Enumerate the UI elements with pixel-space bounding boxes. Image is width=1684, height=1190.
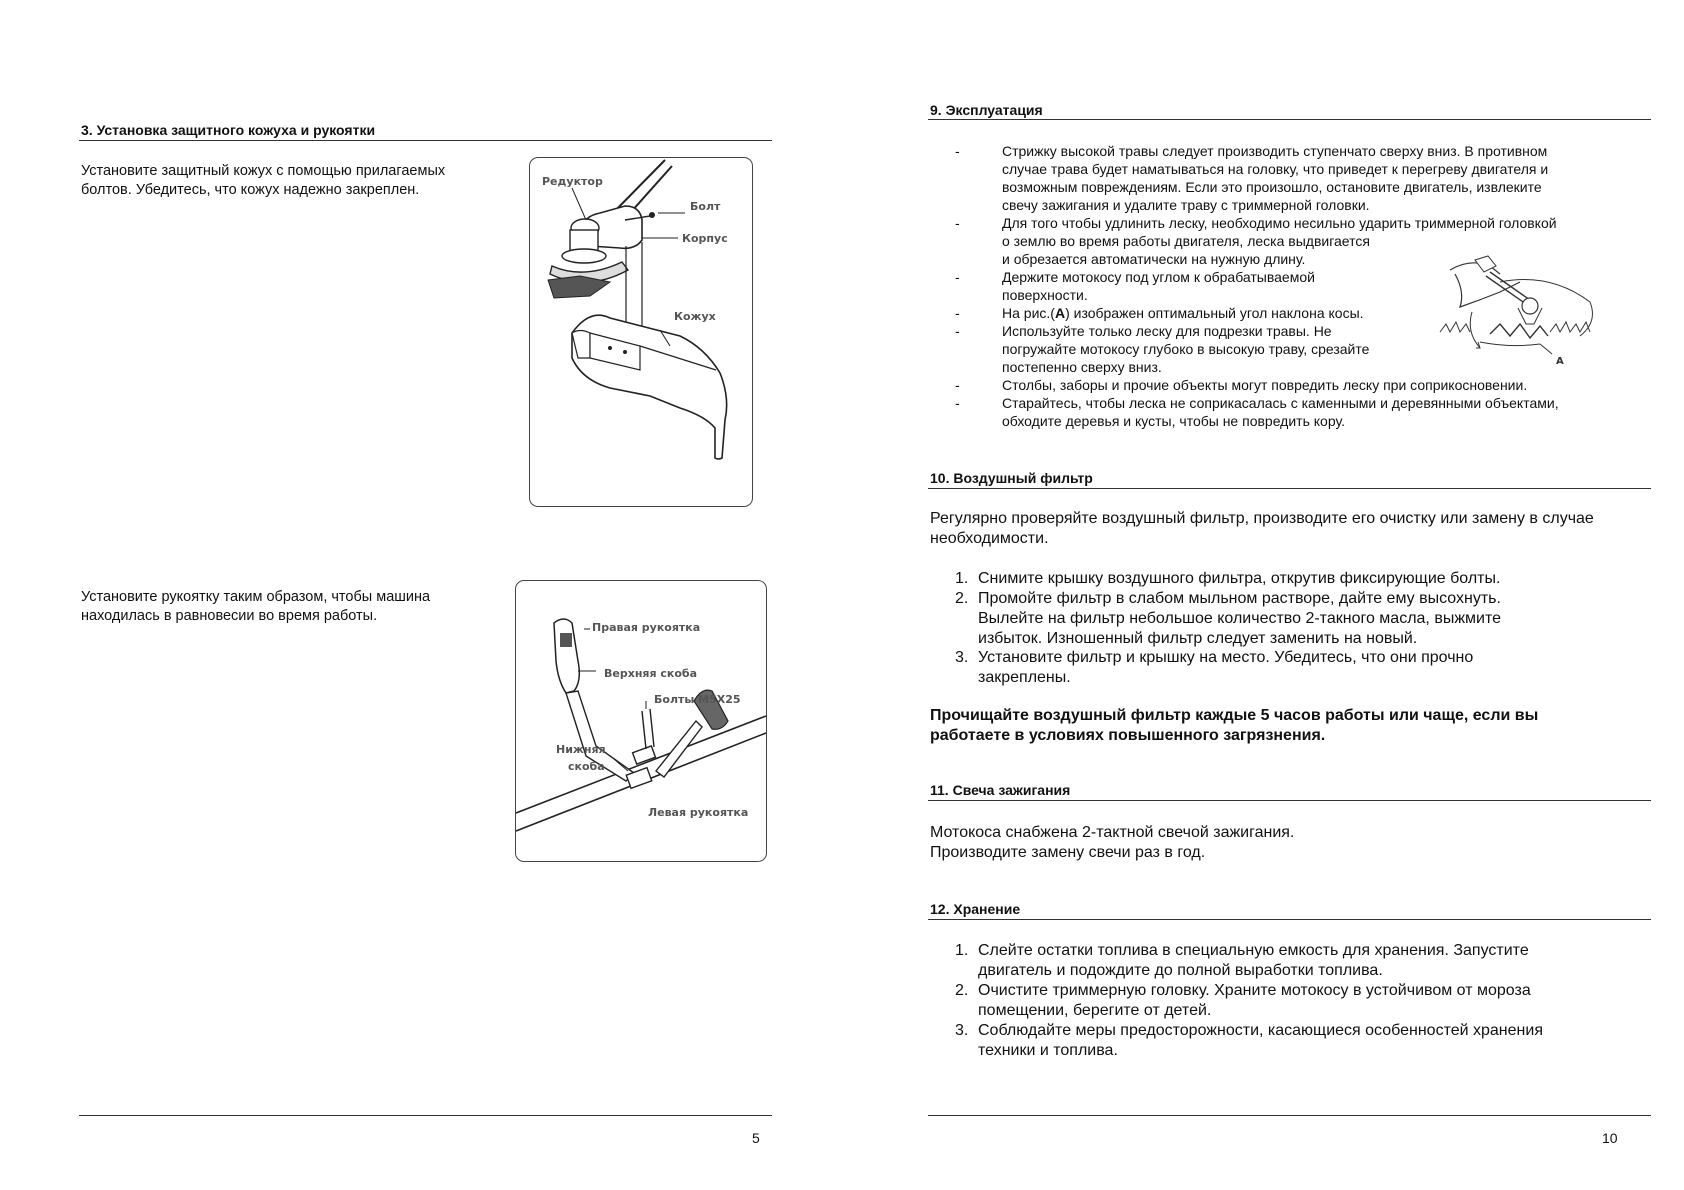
bullet2-line1: Для того чтобы удлинить леску, необходимо несильно ударить триммерной головкой [1002,215,1557,231]
label-lower-2: скоба [568,760,605,773]
section11-rule [928,800,1651,801]
bullet-dash: - [955,323,960,339]
bullet1-line4: свечу зажигания и удалите траву с триммерной головки. [1002,197,1370,213]
label-housing: Корпус [682,232,728,245]
section12-rule [928,919,1651,920]
bullet7-line2: обходите деревья и кусты, чтобы не повредить кору. [1002,413,1345,429]
section3-para1: Установите защитный кожух с помощью прилагаемых болтов. Убедитесь, что кожух надежно закреплен. [81,163,446,198]
bullet1-line1: Стрижку высокой травы следует производить ступенчато сверху вниз. В противном [1002,143,1548,159]
handle-assembly-figure [515,580,767,862]
bullet3-line1: Держите мотокосу под углом к обрабатываемой [1002,269,1315,285]
bullet1-line3: возможным повреждениям. Если это произошло, остановите двигатель, извлеките [1002,179,1542,195]
label-bolts: Болты M5X25 [654,693,741,706]
figure-label-a: A [1556,356,1564,367]
step-number: 2. [955,982,969,999]
label-right-handle: Правая рукоятка [592,621,701,634]
section9-title: 9. Эксплуатация [930,102,1043,118]
step-line: двигатель и подождите до полной выработки топлива. [978,962,1383,979]
bullet3-line2: поверхности. [1002,287,1088,303]
label-reducer: Редуктор [542,175,603,188]
section10-rule [928,488,1651,489]
bullet-dash: - [955,215,960,231]
section10-title: 10. Воздушный фильтр [930,470,1093,486]
section11-text [930,823,1610,862]
step-number: 2. [955,590,969,607]
step-number: 3. [955,649,969,666]
label-guard: Кожух [674,310,716,323]
note-line: работаете в условиях повышенного загрязнения. [930,726,1326,744]
step-number: 1. [955,570,969,587]
step-line: техники и топлива. [978,1042,1118,1059]
step-number: 3. [955,1022,969,1039]
bullet4-pre: На рис.( [1002,305,1055,321]
label-lower-1: Нижняя [556,743,606,756]
label-left-handle: Левая рукоятка [648,806,749,819]
bullet-dash: - [955,305,960,321]
step-line: Соблюдайте меры предосторожности, касающиеся особенностей хранения [978,1022,1543,1039]
bullet4-post: ) изображен оптимальный угол наклона косы. [1065,305,1364,321]
bullet1-line2: случае трава будет наматываться на головку, что приведет к перегреву двигателя и [1002,161,1549,177]
section11-line: Мотокоса снабжена 2-тактной свечой зажигания. [930,824,1295,841]
section3-rule [79,140,772,141]
step-line: Снимите крышку воздушного фильтра, открутив фиксирующие болты. [978,570,1501,587]
bullet-dash: - [955,395,960,411]
bullet5-line3: постепенно сверху вниз. [1002,359,1162,375]
section10-note [930,706,1630,745]
bullet-dash: - [955,269,960,285]
bullet6-line1: Столбы, заборы и прочие объекты могут повредить леску при соприкосновении. [1002,377,1528,393]
bullet-dash: - [955,143,960,159]
step-line: Слейте остатки топлива в специальную емкость для хранения. Запустите [978,942,1529,959]
label-upper-bracket: Верхняя скоба [604,667,698,680]
left-page-number: 5 [752,1130,760,1146]
section3-para2: Установите рукоятку таким образом, чтобы машина находилась в равновесии во время работы. [81,589,431,624]
step-line: закреплены. [978,669,1071,686]
figure-ref-a: A [1054,305,1066,321]
bullet4-line1 [1002,304,1364,322]
section3-title: 3. Установка защитного кожуха и рукоятки [81,122,376,138]
step-line: Очистите триммерную головку. Храните мотокосу в устойчивом от мороза [978,982,1531,999]
section11-line: Производите замену свечи раз в год. [930,843,1206,861]
bullet-dash: - [955,377,960,393]
step-number: 1. [955,942,969,959]
bullet5-line1: Используйте только леску для подрезки травы. Не [1002,323,1332,339]
bullet7-line1: Старайтесь, чтобы леска не соприкасалась с каменными и деревянными объектами, [1002,395,1559,411]
section12-title: 12. Хранение [930,901,1021,917]
trimmer-angle-illustration [1430,252,1600,367]
step-line: Вылейте на фильтр небольшое количество 2-такного масла, выжмите [978,610,1501,627]
left-footer-rule [79,1115,772,1116]
step-line: помещении, берегите от детей. [978,1002,1212,1019]
step-line: избыток. Изношенный фильтр следует заменить на новый. [978,630,1418,647]
guard-assembly-figure [529,157,753,507]
right-footer-rule [928,1115,1651,1116]
right-page-number: 10 [1602,1130,1618,1146]
bullet2-line2: о землю во время работы двигателя, леска выдвигается [1002,233,1370,249]
section9-rule [928,119,1651,120]
note-line: Прочищайте воздушный фильтр каждые 5 часов работы или чаще, если вы [930,707,1539,724]
bullet2-line3: и обрезается автоматически на нужную длину. [1002,251,1306,267]
section10-intro: Регулярно проверяйте воздушный фильтр, производите его очистку или замену в случае необходимости. [930,510,1594,547]
bullet5-line2: погружайте мотокосу глубоко в высокую траву, срезайте [1002,341,1370,357]
section11-title: 11. Свеча зажигания [930,782,1071,798]
step-line: Установите фильтр и крышку на место. Убедитесь, что они прочно [978,649,1474,666]
label-bolt: Болт [690,200,721,213]
step-line: Промойте фильтр в слабом мыльном растворе, дайте ему высохнуть. [978,590,1501,607]
